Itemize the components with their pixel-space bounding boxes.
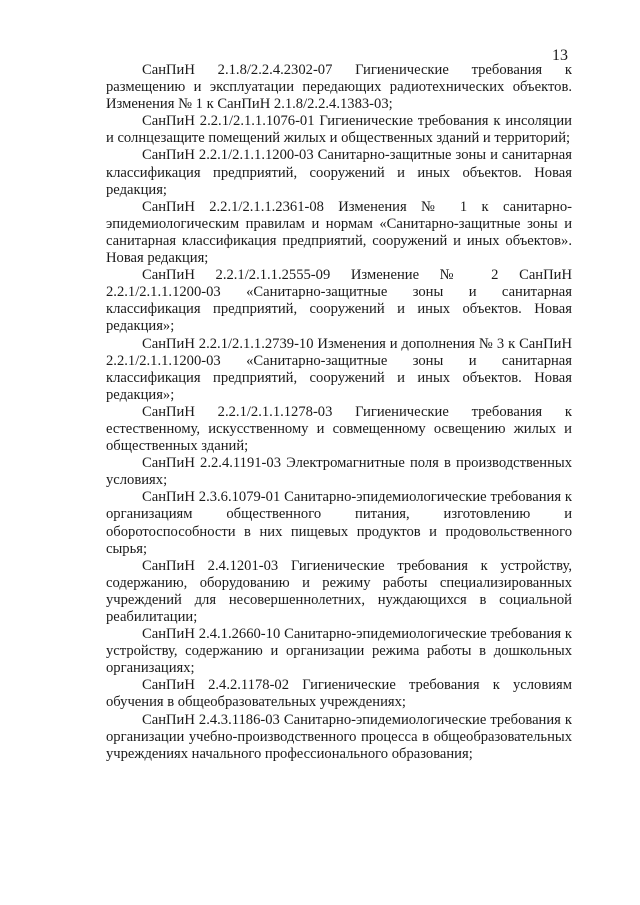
paragraph-sanpin-2361-08: СанПиН 2.2.1/2.1.1.2361-08 Изменения № 1 к санитарно-эпидемиологическим правилам и нормам «Санитарно-защитные зоны и санитарная классификация предприятий, сооружений и иных объектов». Новая редакция; [106,198,572,267]
paragraph-sanpin-1191-03: СанПиН 2.2.4.1191-03 Электромагнитные поля в производственных условиях; [106,455,572,489]
paragraph-sanpin-1076-01: СанПиН 2.2.1/2.1.1.1076-01 Гигиенические требования к инсоляции и солнцезащите помещений жилых и общественных зданий и территорий; [106,113,572,147]
paragraph-sanpin-2555-09: СанПиН 2.2.1/2.1.1.2555-09 Изменение № 2 СанПиН 2.2.1/2.1.1.1200-03 «Санитарно-защитные зоны и санитарная классификация предприятий, сооружений и иных объектов. Новая редакция»; [106,267,572,335]
paragraph-sanpin-2739-10: СанПиН 2.2.1/2.1.1.2739-10 Изменения и дополнения № 3 к СанПиН 2.2.1/2.1.1.1200-03 «Санитарно-защитные зоны и санитарная классификация предприятий, сооружений и иных объектов. Новая редакция»; [106,335,572,403]
paragraph-sanpin-2302-07: СанПиН 2.1.8/2.2.4.2302-07 Гигиенические требования к размещению и эксплуатации передающих радиотехнических объектов. Изменения № 1 к СанПиН 2.1.8/2.2.4.1383-03; [106,62,572,113]
document-body [106,62,572,763]
page-number: 13 [552,47,568,64]
paragraph-sanpin-1079-01: СанПиН 2.3.6.1079-01 Санитарно-эпидемиологические требования к организациям общественного питания, изготовлению и оборотоспособности в них пищевых продуктов и продовольственного сырья; [106,489,572,557]
paragraph-sanpin-1186-03: СанПиН 2.4.3.1186-03 Санитарно-эпидемиологические требования к организации учебно-производственного процесса в общеобразовательных учреждениях начального профессионального образования; [106,711,572,762]
paragraph-sanpin-1200-03: СанПиН 2.2.1/2.1.1.1200-03 Санитарно-защитные зоны и санитарная классификация предприятий, сооружений и иных объектов. Новая редакция; [106,147,572,198]
paragraph-sanpin-1178-02: СанПиН 2.4.2.1178-02 Гигиенические требования к условиям обучения в общеобразовательных учреждениях; [106,677,572,711]
paragraph-sanpin-1201-03: СанПиН 2.4.1201-03 Гигиенические требования к устройству, содержанию, оборудованию и режиму работы специализированных учреждений для несовершеннолетних, нуждающихся в социальной реабилитации; [106,557,572,625]
paragraph-sanpin-1278-03: СанПиН 2.2.1/2.1.1.1278-03 Гигиенические требования к естественному, искусственному и совмещенному освещению жилых и общественных зданий; [106,403,572,455]
paragraph-sanpin-2660-10: СанПиН 2.4.1.2660-10 Санитарно-эпидемиологические требования к устройству, содержанию и организации режима работы в дошкольных организациях; [106,626,572,677]
